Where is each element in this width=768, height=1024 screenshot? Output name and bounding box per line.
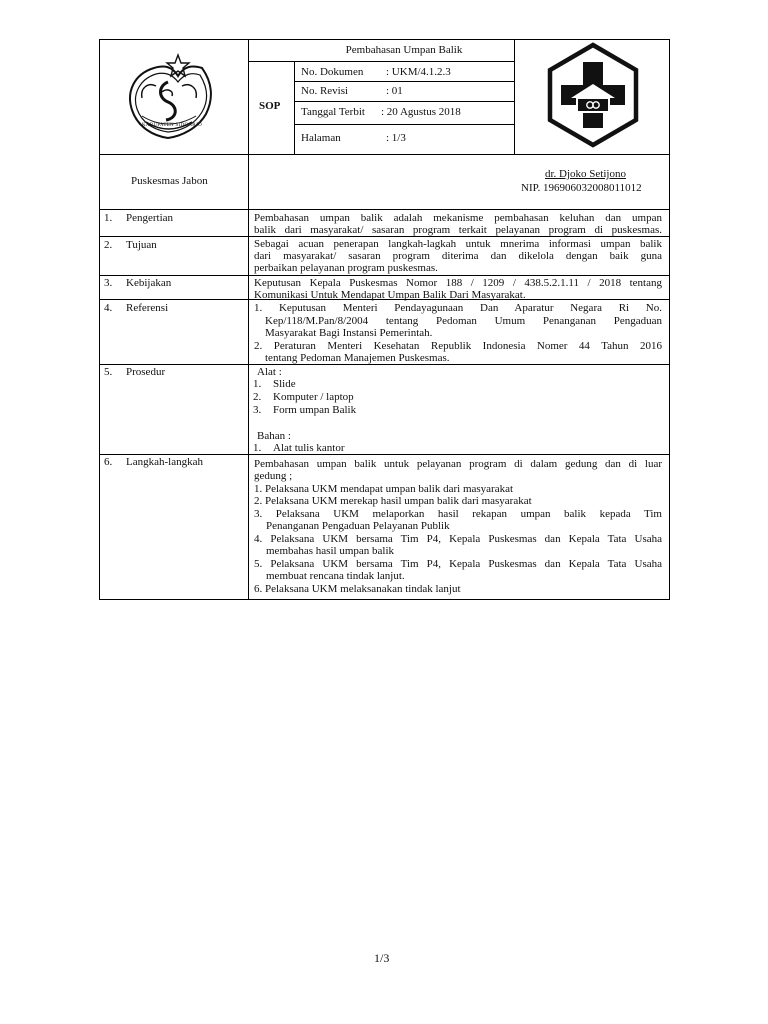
field-label-no-revisi: No. Revisi <box>301 85 349 97</box>
section-number: 1. <box>104 212 113 224</box>
langkah-line: membuat rencana tindak lanjut. <box>266 570 405 582</box>
section-name: Prosedur <box>126 366 166 378</box>
prosedur-alat-label: Alat : <box>257 366 282 378</box>
sop-label: SOP <box>259 100 281 112</box>
langkah-line: 4. Pelaksana UKM bersama Tim P4, Kepala Puskesmas dan Kepala Tata Usaha <box>254 533 662 545</box>
section-number: 2. <box>104 239 113 251</box>
prosedur-item: Alat tulis kantor <box>273 442 345 454</box>
prosedur-item: Komputer / laptop <box>273 391 354 403</box>
section-name: Referensi <box>126 302 169 314</box>
langkah-line: membahas hasil umpan balik <box>266 545 394 557</box>
logo-caption: KABUPATEN SIDOARJO <box>142 123 203 128</box>
field-label-no-dokumen: No. Dokumen <box>301 66 364 78</box>
pengertian-line: Pembahasan umpan balik adalah mekanisme pembahasan keluhan dan umpan <box>254 212 662 224</box>
kabupaten-logo <box>120 52 216 144</box>
section-number: 3. <box>104 277 113 289</box>
field-value-tanggal-terbit: : 20 Agustus 2018 <box>381 106 461 118</box>
field-label-tanggal-terbit: Tanggal Terbit <box>301 106 365 118</box>
langkah-line: 1. Pelaksana UKM mendapat umpan balik dari masyarakat <box>254 483 514 495</box>
signer-nip: NIP. 196906032008011012 <box>521 182 642 194</box>
tujuan-line: perbaikan pelayanan program puskesmas. <box>254 262 438 274</box>
referensi-line: tentang Pedoman Manajemen Puskesmas. <box>265 352 450 364</box>
referensi-line: Masyarakat Bagi Instansi Pemerintah. <box>265 327 433 339</box>
puskesmas-logo <box>545 42 641 148</box>
kebijakan-line: Komunikasi Untuk Mendapat Umpan Balik Dari Masyarakat. <box>254 289 526 301</box>
prosedur-bahan-label: Bahan : <box>257 430 291 442</box>
prosedur-item-number: 1. <box>253 442 262 454</box>
langkah-line: gedung ; <box>254 470 293 482</box>
section-name: Langkah-langkah <box>126 456 203 468</box>
langkah-line: 5. Pelaksana UKM bersama Tim P4, Kepala Puskesmas dan Kepala Tata Usaha <box>254 558 662 570</box>
referensi-line: 1. Keputusan Menteri Pendayagunaan Dan Aparatur Negara Ri No. <box>254 302 662 314</box>
field-value-halaman: : 1/3 <box>386 132 406 144</box>
field-value-no-dokumen: : UKM/4.1.2.3 <box>386 66 451 78</box>
pengertian-line: balik dari masyarakat/ sasaran program terkait pelayanan program di puskesmas. <box>254 224 662 236</box>
section-name: Kebijakan <box>126 277 172 289</box>
langkah-line: 2. Pelaksana UKM merekap hasil umpan balik dari masyarakat <box>254 495 532 507</box>
page-number: 1/3 <box>374 951 390 965</box>
referensi-line: Kep/118/M.Pan/8/2004 tentang Pedoman Umum Penanganan Pengaduan <box>265 315 662 327</box>
prosedur-item: Slide <box>273 378 296 390</box>
langkah-line: 6. Pelaksana UKM melaksanakan tindak lanjut <box>254 583 461 595</box>
langkah-line: Pembahasan umpan balik untuk pelayanan program di dalam gedung dan di luar <box>254 458 662 470</box>
prosedur-item-number: 3. <box>253 404 262 416</box>
section-number: 6. <box>104 456 113 468</box>
field-label-halaman: Halaman <box>301 132 341 144</box>
kebijakan-line: Keputusan Kepala Puskesmas Nomor 188 / 1209 / 438.5.2.1.11 / 2018 tentang <box>254 277 662 289</box>
prosedur-item: Form umpan Balik <box>273 404 357 416</box>
langkah-line: Penanganan Pengaduan Pelayanan Publik <box>266 520 450 532</box>
signer-name: dr. Djoko Setijono <box>545 168 626 180</box>
referensi-line: 2. Peraturan Menteri Kesehatan Republik Indonesia Nomer 44 Tahun 2016 <box>254 340 662 352</box>
section-name: Tujuan <box>126 239 157 251</box>
section-number: 5. <box>104 366 113 378</box>
document-title: Pembahasan Umpan Balik <box>345 44 463 56</box>
organization-name: Puskesmas Jabon <box>131 175 208 187</box>
prosedur-item-number: 1. <box>253 378 262 390</box>
field-value-no-revisi: : 01 <box>386 85 403 97</box>
section-number: 4. <box>104 302 113 314</box>
prosedur-item-number: 2. <box>253 391 262 403</box>
langkah-line: 3. Pelaksana UKM melaporkan hasil rekapan umpan balik kepada Tim <box>254 508 662 520</box>
section-name: Pengertian <box>126 212 174 224</box>
tujuan-line: Sebagai acuan penerapan langkah-lagkah untuk mnerima informasi umpan balik <box>254 238 662 250</box>
tujuan-line: dari masyarakat/ sasaran program diterima dan dikelola dengan baik guna <box>254 250 662 262</box>
